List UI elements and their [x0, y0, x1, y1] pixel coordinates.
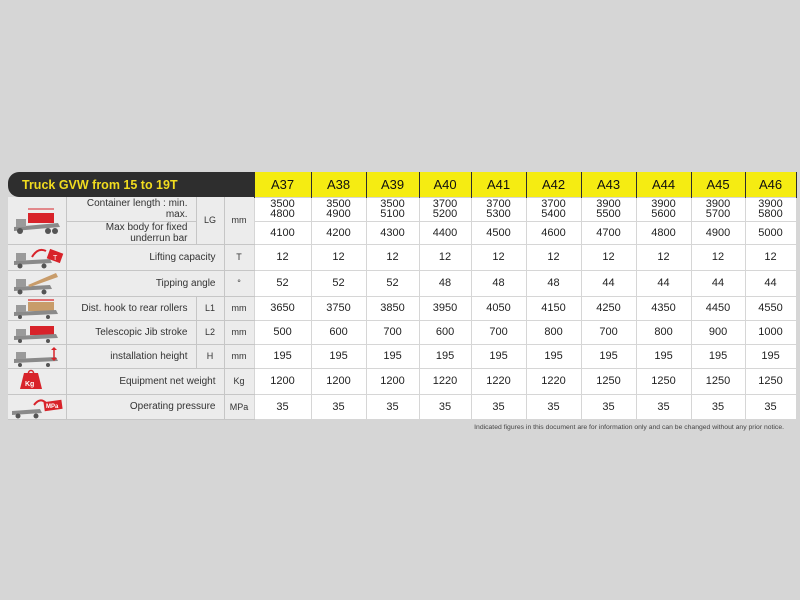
installation-height-label: installation height — [66, 344, 196, 368]
net-weight-cell: 1250 — [636, 368, 691, 394]
tipping-angle-cell: 44 — [691, 270, 745, 296]
operating-pressure-cell: 35 — [745, 394, 796, 419]
table-row — [8, 320, 796, 344]
net-weight-cell: 1200 — [254, 368, 311, 394]
installation-height-cell: 195 — [311, 344, 366, 368]
lifting-capacity-cell: 12 — [254, 244, 311, 270]
container-length-cell: 3900 5700 — [691, 197, 745, 221]
operating-pressure-cell: 35 — [691, 394, 745, 419]
container-length-cell: 3500 4800 — [254, 197, 311, 221]
lifting-capacity-cell: 12 — [636, 244, 691, 270]
container-length-label: Container length : min. max. — [66, 197, 196, 221]
net-weight-cell: 1220 — [419, 368, 471, 394]
model-header: A44 — [636, 172, 691, 197]
installation-height-symbol: H — [196, 344, 224, 368]
net-weight-cell: 1200 — [311, 368, 366, 394]
max-body-cell: 4400 — [419, 221, 471, 244]
tipping-angle-cell: 52 — [366, 270, 419, 296]
operating-pressure-label: Operating pressure — [66, 394, 224, 419]
dist-hook-label: Dist. hook to rear rollers — [66, 296, 196, 320]
net-weight-cell: 1250 — [745, 368, 796, 394]
dist-hook-cell: 4150 — [526, 296, 581, 320]
jib-stroke-cell: 700 — [366, 320, 419, 344]
mpa-badge: MPa — [45, 403, 59, 410]
operating-pressure-cell: 35 — [254, 394, 311, 419]
jib-stroke-symbol: L2 — [196, 320, 224, 344]
dist-hook-symbol: L1 — [196, 296, 224, 320]
installation-height-cell: 195 — [691, 344, 745, 368]
model-header: A46 — [745, 172, 796, 197]
tipping-angle-cell: 48 — [526, 270, 581, 296]
installation-height-cell: 195 — [254, 344, 311, 368]
dist-hook-cell: 3750 — [311, 296, 366, 320]
tipping-angle-cell: 48 — [471, 270, 526, 296]
lifting-capacity-cell: 12 — [419, 244, 471, 270]
lifting-capacity-icon — [8, 244, 66, 270]
installation-height-icon — [8, 344, 66, 368]
lifting-capacity-cell: 12 — [526, 244, 581, 270]
installation-height-cell: 195 — [581, 344, 636, 368]
dist-hook-cell: 4350 — [636, 296, 691, 320]
model-header: A39 — [366, 172, 419, 197]
dist-hook-cell: 3650 — [254, 296, 311, 320]
installation-height-cell: 195 — [366, 344, 419, 368]
dist-hook-icon — [8, 296, 66, 320]
net-weight-cell: 1250 — [581, 368, 636, 394]
container-length-cell: 3700 5200 — [419, 197, 471, 221]
operating-pressure-cell: 35 — [366, 394, 419, 419]
net-weight-unit: Kg — [224, 368, 254, 394]
net-weight-cell: 1200 — [366, 368, 419, 394]
installation-height-cell: 195 — [471, 344, 526, 368]
model-header: A37 — [254, 172, 311, 197]
operating-pressure-icon — [8, 394, 66, 419]
jib-stroke-cell: 1000 — [745, 320, 796, 344]
dist-hook-unit: mm — [224, 296, 254, 320]
net-weight-icon — [8, 368, 66, 394]
lg-symbol: LG — [196, 197, 224, 244]
jib-stroke-cell: 700 — [581, 320, 636, 344]
tipping-angle-cell: 48 — [419, 270, 471, 296]
t-badge: T — [52, 255, 58, 262]
net-weight-cell: 1220 — [471, 368, 526, 394]
max-body-cell: 4300 — [366, 221, 419, 244]
tipping-angle-cell: 44 — [581, 270, 636, 296]
table-row — [8, 296, 796, 320]
operating-pressure-unit: MPa — [224, 394, 254, 419]
tipping-angle-cell: 44 — [745, 270, 796, 296]
jib-stroke-cell: 800 — [636, 320, 691, 344]
container-length-cell: 3500 4900 — [311, 197, 366, 221]
max-body-cell: 4800 — [636, 221, 691, 244]
model-header: A38 — [311, 172, 366, 197]
operating-pressure-cell: 35 — [581, 394, 636, 419]
operating-pressure-cell: 35 — [636, 394, 691, 419]
jib-stroke-label: Telescopic Jib stroke — [66, 320, 196, 344]
container-length-cell: 3900 5800 — [745, 197, 796, 221]
kg-badge: Kg — [24, 381, 35, 388]
lifting-capacity-cell: 12 — [311, 244, 366, 270]
tipping-angle-icon — [8, 270, 66, 296]
max-body-cell: 4200 — [311, 221, 366, 244]
table-title: Truck GVW from 15 to 19T — [8, 172, 254, 197]
dist-hook-cell: 4550 — [745, 296, 796, 320]
model-header: A43 — [581, 172, 636, 197]
net-weight-cell: 1250 — [691, 368, 745, 394]
max-body-cell: 5000 — [745, 221, 796, 244]
tipping-angle-cell: 52 — [254, 270, 311, 296]
table-row — [8, 270, 796, 296]
net-weight-cell: 1220 — [526, 368, 581, 394]
table-row — [8, 197, 796, 221]
dist-hook-cell: 4250 — [581, 296, 636, 320]
jib-stroke-cell: 800 — [526, 320, 581, 344]
container-length-cell: 3700 5400 — [526, 197, 581, 221]
operating-pressure-cell: 35 — [526, 394, 581, 419]
max-body-label: Max body for fixed underrun bar — [66, 221, 196, 244]
table-row — [8, 221, 796, 244]
dist-hook-cell: 4050 — [471, 296, 526, 320]
lifting-capacity-label: Lifting capacity — [66, 244, 224, 270]
table-row — [8, 368, 796, 394]
installation-height-unit: mm — [224, 344, 254, 368]
dist-hook-cell: 3950 — [419, 296, 471, 320]
model-header: A41 — [471, 172, 526, 197]
installation-height-cell: 195 — [636, 344, 691, 368]
container-length-cell: 3500 5100 — [366, 197, 419, 221]
model-header: A45 — [691, 172, 745, 197]
lifting-capacity-cell: 12 — [691, 244, 745, 270]
tipping-angle-label: Tipping angle — [66, 270, 224, 296]
tipping-angle-cell: 52 — [311, 270, 366, 296]
max-body-cell: 4100 — [254, 221, 311, 244]
header-row — [8, 172, 796, 197]
lg-unit: mm — [224, 197, 254, 244]
installation-height-cell: 195 — [745, 344, 796, 368]
tipping-angle-unit: ° — [224, 270, 254, 296]
container-length-cell: 3700 5300 — [471, 197, 526, 221]
table-row — [8, 394, 796, 419]
disclaimer-note: Indicated figures in this document are for information only and can be changed without any prior notice. — [474, 424, 784, 431]
jib-stroke-unit: mm — [224, 320, 254, 344]
max-body-cell: 4900 — [691, 221, 745, 244]
net-weight-label: Equipment net weight — [66, 368, 224, 394]
max-body-cell: 4500 — [471, 221, 526, 244]
dist-hook-cell: 3850 — [366, 296, 419, 320]
spec-table — [8, 172, 797, 420]
table-row — [8, 244, 796, 270]
jib-stroke-cell: 600 — [311, 320, 366, 344]
table-row — [8, 344, 796, 368]
jib-stroke-cell: 600 — [419, 320, 471, 344]
model-header: A40 — [419, 172, 471, 197]
dist-hook-cell: 4450 — [691, 296, 745, 320]
jib-stroke-cell: 900 — [691, 320, 745, 344]
max-body-cell: 4700 — [581, 221, 636, 244]
jib-stroke-cell: 500 — [254, 320, 311, 344]
lifting-capacity-unit: T — [224, 244, 254, 270]
lifting-capacity-cell: 12 — [366, 244, 419, 270]
container-length-cell: 3900 5600 — [636, 197, 691, 221]
container-length-cell: 3900 5500 — [581, 197, 636, 221]
lifting-capacity-cell: 12 — [581, 244, 636, 270]
jib-stroke-cell: 700 — [471, 320, 526, 344]
jib-stroke-icon — [8, 320, 66, 344]
lifting-capacity-cell: 12 — [745, 244, 796, 270]
tipping-angle-cell: 44 — [636, 270, 691, 296]
max-body-cell: 4600 — [526, 221, 581, 244]
installation-height-cell: 195 — [419, 344, 471, 368]
container-length-icon — [8, 197, 66, 244]
model-header: A42 — [526, 172, 581, 197]
operating-pressure-cell: 35 — [471, 394, 526, 419]
operating-pressure-cell: 35 — [311, 394, 366, 419]
installation-height-cell: 195 — [526, 344, 581, 368]
lifting-capacity-cell: 12 — [471, 244, 526, 270]
operating-pressure-cell: 35 — [419, 394, 471, 419]
